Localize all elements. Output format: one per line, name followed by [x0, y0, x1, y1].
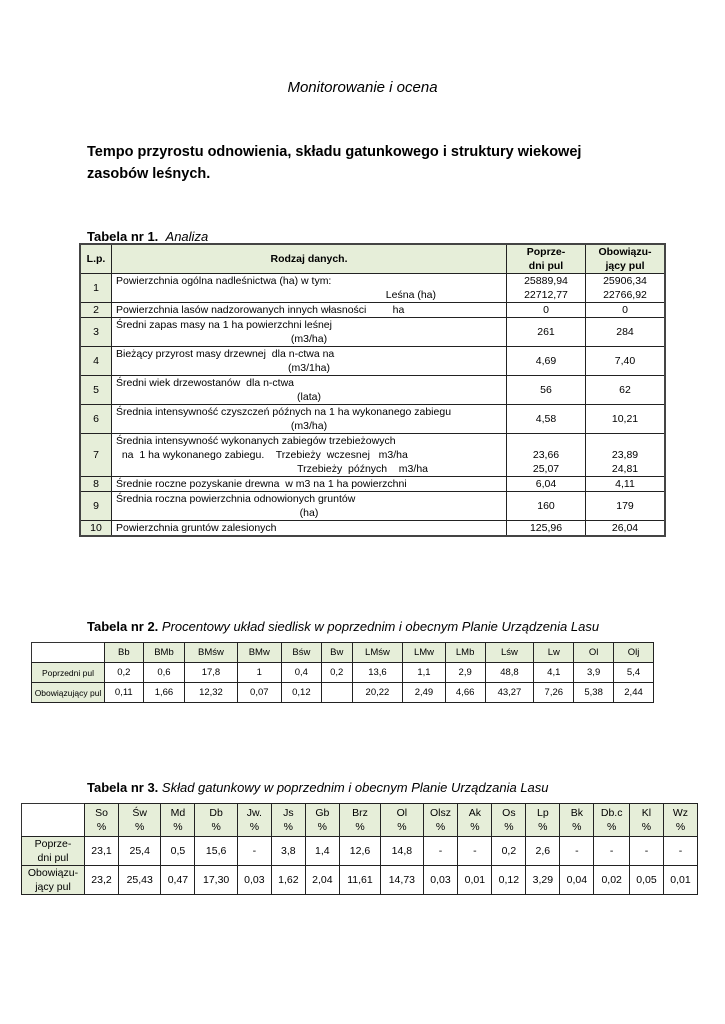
species-header [195, 804, 237, 837]
species-header [271, 804, 305, 837]
habitat-value: 48,8 [485, 663, 534, 683]
habitat-value: 0,4 [281, 663, 321, 683]
table1-row [80, 376, 665, 405]
row-label: Obowiązujący pul [32, 683, 105, 703]
species-code: Lp [537, 807, 549, 819]
species-unit: % [606, 821, 617, 833]
row-lp: 5 [80, 376, 112, 405]
species-unit: % [675, 821, 686, 833]
species-unit: % [504, 821, 514, 833]
species-value: 0,05 [629, 866, 663, 895]
species-header [560, 804, 594, 837]
species-value: 23,2 [85, 866, 119, 895]
row-prev-value: 160 [507, 492, 586, 521]
species-unit: % [470, 821, 480, 833]
habitat-value: 3,9 [574, 663, 614, 683]
species-value: 2,04 [305, 866, 339, 895]
species-header [118, 804, 160, 837]
row-description [112, 347, 507, 376]
description-line: Powierzchnia gruntów zalesionych [116, 522, 277, 534]
description-line: Średnia intensywność czyszczeń późnych na 1 ha wykonanego zabiegu [116, 406, 452, 418]
species-header [305, 804, 339, 837]
habitat-header: LMw [403, 643, 446, 663]
row-label: Poprzedni pul [32, 663, 105, 683]
description-line: (m3/ha) [290, 333, 328, 345]
species-unit: % [538, 821, 548, 833]
species-code: Ol [396, 807, 408, 819]
species-value: 17,30 [195, 866, 237, 895]
description-line: Powierzchnia lasów nadzorowanych innych własności ha [116, 304, 405, 316]
row-lp: 4 [80, 347, 112, 376]
species-code: So [95, 807, 108, 819]
row-current-value: 0 [586, 303, 666, 318]
row-current-value: 62 [586, 376, 666, 405]
row-prev-value: 6,04 [507, 477, 586, 492]
row-description [112, 477, 507, 492]
habitat-value: 0,07 [237, 683, 281, 703]
row-description [112, 492, 507, 521]
habitat-value: 5,4 [614, 663, 654, 683]
habitat-header: BMb [143, 643, 185, 663]
row-lp: 9 [80, 492, 112, 521]
row-label: Obowiązu- jący pul [22, 866, 85, 895]
habitat-value [321, 683, 352, 703]
habitat-value: 1 [237, 663, 281, 683]
species-value: - [663, 837, 697, 866]
species-code: Św [132, 807, 147, 819]
description-line: Bieżący przyrost masy drzewnej dla n-ctwa na [116, 348, 335, 360]
table2-row [32, 683, 654, 703]
species-code: Db [209, 807, 223, 819]
table1-caption-title: Analiza [165, 229, 209, 244]
description-line: (ha) [299, 507, 319, 519]
row-current-value: 179 [586, 492, 666, 521]
species-value: - [237, 837, 271, 866]
habitat-value: 17,8 [185, 663, 237, 683]
habitat-value: 0,11 [105, 683, 144, 703]
habitat-header: Lw [534, 643, 574, 663]
row-current-value: 25906,34 22766,92 [586, 274, 666, 303]
species-value: 25,4 [118, 837, 160, 866]
table2-caption-title: Procentowy układ siedlisk w poprzednim i obecnym Planie Urządzenia Lasu [161, 619, 600, 634]
row-prev-value: 25889,94 22712,77 [507, 274, 586, 303]
species-value: - [629, 837, 663, 866]
species-value: 3,8 [271, 837, 305, 866]
habitat-value: 5,38 [574, 683, 614, 703]
habitat-value: 0,2 [105, 663, 144, 683]
species-value: 0,47 [161, 866, 195, 895]
header-lp: L.p. [80, 244, 112, 274]
species-unit: % [317, 821, 327, 833]
table2-row [32, 663, 654, 683]
description-line: (m3/1ha) [287, 362, 330, 374]
header-rodzaj: Rodzaj danych. [112, 244, 507, 274]
row-prev-value: 125,96 [507, 521, 586, 537]
habitat-value: 7,26 [534, 683, 574, 703]
row-lp: 8 [80, 477, 112, 492]
species-value: 1,4 [305, 837, 339, 866]
section-heading: Tempo przyrostu odnowienia, składu gatunkowego i struktury wiekowej zasobów leśnych. [87, 144, 582, 182]
species-value: 3,29 [526, 866, 560, 895]
habitat-value: 13,6 [352, 663, 403, 683]
habitat-value: 1,66 [143, 683, 185, 703]
description-line: Powierzchnia ogólna nadleśnictwa (ha) w tym: [116, 275, 332, 287]
habitat-value: 4,1 [534, 663, 574, 683]
species-value: 0,5 [161, 837, 195, 866]
species-value: 2,6 [526, 837, 560, 866]
header-cur: Obowiązu- jący pul [586, 244, 666, 274]
species-value: - [423, 837, 458, 866]
species-header [629, 804, 663, 837]
species-value: 0,03 [423, 866, 458, 895]
row-current-value: 4,11 [586, 477, 666, 492]
row-prev-value: 261 [507, 318, 586, 347]
species-code: Db.c [600, 807, 623, 819]
table3-caption-number: Tabela nr 3. [87, 780, 159, 795]
table2-corner [32, 643, 105, 663]
species-header [526, 804, 560, 837]
species-header [663, 804, 697, 837]
table1-header-row [80, 244, 665, 274]
table3-caption [87, 780, 549, 795]
species-unit: % [96, 821, 107, 833]
table3-corner [22, 804, 85, 837]
description-line: (m3/ha) [290, 420, 328, 432]
species-unit: % [355, 821, 365, 833]
row-current-value: 23,89 24,81 [586, 434, 666, 477]
habitat-header: Lśw [485, 643, 534, 663]
species-value: 0,01 [458, 866, 492, 895]
table1-caption-number: Tabela nr 1. [87, 229, 159, 244]
description-line: Średnia intensywność wykonanych zabiegów trzebieżowych [116, 435, 396, 447]
species-code: Js [283, 807, 294, 819]
header-prev: Poprze- dni pul [507, 244, 586, 274]
habitat-header: BMśw [185, 643, 237, 663]
habitat-header: Olj [614, 643, 654, 663]
species-value: 14,8 [381, 837, 423, 866]
description-line: Średnie roczne pozyskanie drewna w m3 na 1 ha powierzchni [116, 478, 407, 490]
species-unit: % [173, 821, 183, 833]
row-description [112, 318, 507, 347]
row-lp: 6 [80, 405, 112, 434]
species-header [85, 804, 119, 837]
habitat-value: 1,1 [403, 663, 446, 683]
row-lp: 3 [80, 318, 112, 347]
species-unit: % [572, 821, 582, 833]
habitat-value: 0,12 [281, 683, 321, 703]
table1-row [80, 405, 665, 434]
species-code: Brz [352, 807, 368, 819]
species-code: Ak [468, 807, 482, 819]
document-title: Monitorowanie i ocena [287, 79, 438, 96]
species-value: 14,73 [381, 866, 423, 895]
row-description [112, 303, 507, 318]
habitat-value: 43,27 [485, 683, 534, 703]
table-sklad-gatunkowy [21, 803, 698, 895]
species-code: Md [170, 807, 186, 819]
species-value: - [560, 837, 594, 866]
species-value: 0,02 [594, 866, 630, 895]
species-unit: % [641, 821, 652, 833]
row-description [112, 521, 507, 537]
habitat-header: Bśw [281, 643, 321, 663]
species-unit: % [135, 821, 145, 833]
table3-row [22, 866, 698, 895]
row-description [112, 274, 507, 303]
species-code: Os [502, 807, 516, 819]
table2-caption-number: Tabela nr 2. [87, 619, 159, 634]
species-value: 0,2 [492, 837, 526, 866]
species-header [423, 804, 458, 837]
table1-row [80, 521, 665, 537]
habitat-value: 4,66 [445, 683, 485, 703]
species-value: 1,62 [271, 866, 305, 895]
row-lp: 2 [80, 303, 112, 318]
species-header [161, 804, 195, 837]
habitat-header: BMw [237, 643, 281, 663]
habitat-header: Bw [321, 643, 352, 663]
row-description [112, 405, 507, 434]
species-unit: % [249, 821, 260, 833]
species-unit: % [435, 821, 446, 833]
row-prev-value: 56 [507, 376, 586, 405]
species-code: Bk [570, 807, 583, 819]
habitat-header: Ol [574, 643, 614, 663]
species-header [594, 804, 630, 837]
species-value: 12,6 [339, 837, 380, 866]
species-value: 23,1 [85, 837, 119, 866]
table2-caption [87, 619, 599, 634]
species-code: Olsz [429, 807, 451, 819]
description-line: Leśna (ha) [385, 289, 436, 301]
description-line: Średni zapas masy na 1 ha powierzchni leśnej [116, 319, 332, 331]
species-unit: % [283, 821, 294, 833]
row-prev-value: 23,66 25,07 [507, 434, 586, 477]
species-header [339, 804, 380, 837]
habitat-header: LMb [445, 643, 485, 663]
table3-header-row [22, 804, 698, 837]
row-description [112, 434, 507, 477]
table-siedliska [31, 642, 654, 703]
row-label: Poprze- dni pul [22, 837, 85, 866]
species-value: - [594, 837, 630, 866]
species-unit: % [397, 821, 407, 833]
species-value: 11,61 [339, 866, 380, 895]
table1-caption [87, 229, 208, 244]
table1-row [80, 274, 665, 303]
habitat-value: 2,44 [614, 683, 654, 703]
habitat-header: LMśw [352, 643, 403, 663]
species-code: Gb [315, 807, 330, 819]
row-lp: 10 [80, 521, 112, 537]
table1-row [80, 434, 665, 477]
species-value: - [458, 837, 492, 866]
species-value: 0,01 [663, 866, 697, 895]
species-code: Jw. [246, 807, 262, 819]
habitat-value: 2,9 [445, 663, 485, 683]
table1-row [80, 303, 665, 318]
table1-row [80, 492, 665, 521]
row-prev-value: 4,58 [507, 405, 586, 434]
habitat-value: 20,22 [352, 683, 403, 703]
row-current-value: 7,40 [586, 347, 666, 376]
table1-row [80, 347, 665, 376]
table1-row [80, 318, 665, 347]
species-code: Kl [641, 807, 652, 819]
row-lp: 7 [80, 434, 112, 477]
habitat-value: 2,49 [403, 683, 446, 703]
table-analiza [79, 243, 666, 537]
description-line: Średnia roczna powierzchnia odnowionych gruntów [116, 493, 356, 505]
row-prev-value: 0 [507, 303, 586, 318]
description-line: na 1 ha wykonanego zabiegu. Trzebieży wczesnej m3/ha [116, 449, 408, 461]
species-header [381, 804, 423, 837]
species-value: 0,12 [492, 866, 526, 895]
species-header [492, 804, 526, 837]
row-lp: 1 [80, 274, 112, 303]
habitat-header: Bb [105, 643, 144, 663]
habitat-value: 0,2 [321, 663, 352, 683]
row-current-value: 10,21 [586, 405, 666, 434]
table3-caption-title: Skład gatunkowy w poprzednim i obecnym Planie Urządzania Lasu [161, 780, 549, 795]
species-unit: % [211, 821, 221, 833]
row-prev-value: 4,69 [507, 347, 586, 376]
species-value: 0,04 [560, 866, 594, 895]
description-line: Średni wiek drzewostanów dla n-ctwa [116, 377, 294, 389]
description-line: (lata) [297, 391, 321, 403]
species-value: 15,6 [195, 837, 237, 866]
row-current-value: 26,04 [586, 521, 666, 537]
species-header [237, 804, 271, 837]
species-value: 25,43 [118, 866, 160, 895]
table1-row [80, 477, 665, 492]
species-value: 0,03 [237, 866, 271, 895]
description-line: Trzebieży późnych m3/ha [297, 463, 428, 475]
habitat-value: 12,32 [185, 683, 237, 703]
table3-row [22, 837, 698, 866]
table2-header-row [32, 643, 654, 663]
habitat-value: 0,6 [143, 663, 185, 683]
species-header [458, 804, 492, 837]
row-description [112, 376, 507, 405]
row-current-value: 284 [586, 318, 666, 347]
species-code: Wz [672, 807, 689, 819]
